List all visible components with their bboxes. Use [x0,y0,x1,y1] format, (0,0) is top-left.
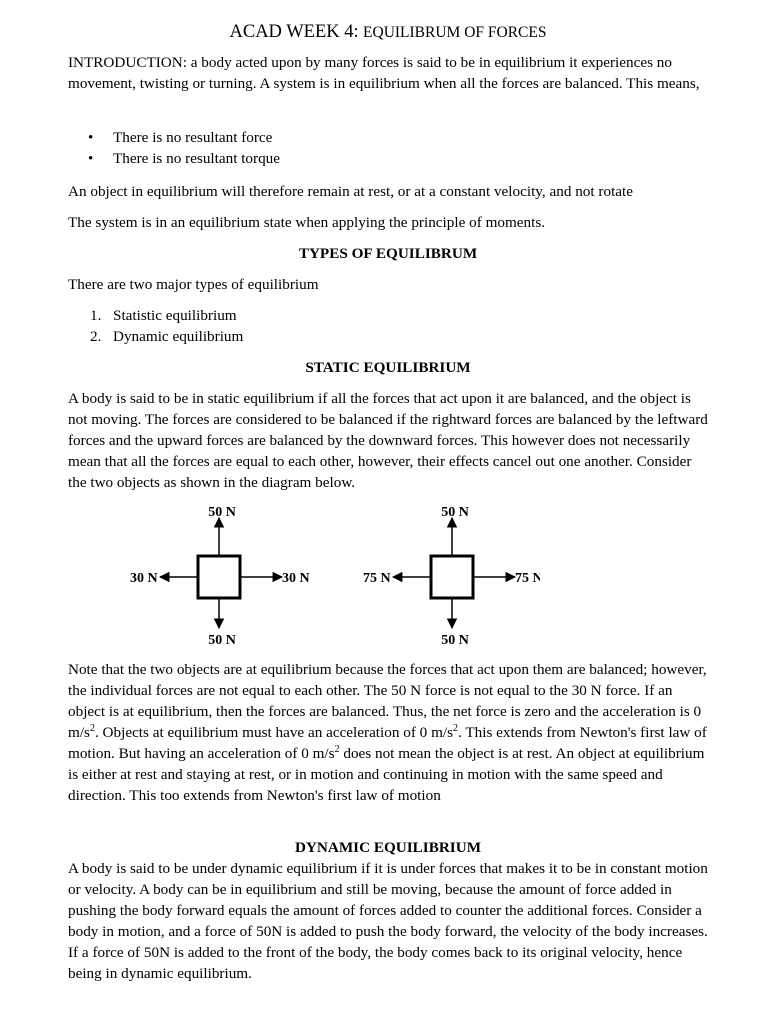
dynamic-heading: DYNAMIC EQUILIBRIUM [294,839,482,856]
note-part-4: does not mean the object is at rest. An object at equilibrium is either at rest and staying at rest, or in motion and continuing in motion with the same speed and direction. This too extends from Newton's first law of motion [68,745,705,804]
list-item: • There is no resultant torque [68,148,280,169]
types-heading: TYPES OF EQUILIBRUM [298,245,478,262]
note-part-1: Note that the two objects are at equilibrium because the forces that act upon them are balanced; however, the individual forces are not equal to each other. The 50 N force is not equal to the 30 N force. If an object is at equilibrium, then the forces are balanced. Thus, the net force is zero and the acceleration is 0 m/s [68,661,707,741]
list-item: • There is no resultant force [68,127,280,148]
label-left-2: 75 N [363,571,391,586]
label-left-1: 30 N [130,571,158,586]
dynamic-paragraph: A body is said to be under dynamic equilibrium if it is under forces that makes it to be in constant motion or velocity. A body can be in equilibrium and still be moving, because the amount of force added in pushing the body forward equals the amount of forces added to counter the additional forces. Consider a body in motion, and a force of 50N is added to push the body forward, the velocity of the body increases. If a force of 50N is added to the front of the body, the body comes back to its original velocity, hence being in dynamic equilibrium. [68,860,708,982]
note-part-3: . This extends from Newton's first law of motion. But having an acceleration of 0 m/s [68,724,707,762]
list-item [68,305,243,326]
object-box-1 [198,556,240,598]
types-list [68,305,243,347]
rest-paragraph: An object in equilibrium will therefore remain at rest, or at a constant velocity, and not rotate [68,183,633,200]
list-text: Dynamic equilibrium [113,328,244,345]
force-diagram [100,500,540,660]
static-paragraph: A body is said to be in static equilibrium if all the forces that act upon it are balanced, and the object is not moving. The forces are considered to be balanced if the rightward forces are balanced by the leftward forces and the upward forces are balanced by the downward forces. This however does not necessarily mean that all the forces are equal to each other, however, their effects cancel out one another. Consider the two objects as shown in the diagram below. [68,390,708,491]
list-text: Statistic equilibrium [113,307,237,324]
superscript: 2 [453,722,459,734]
list-item [68,326,243,347]
types-intro: There are two major types of equilibrium [68,276,319,293]
bullet-list [68,127,280,169]
object-box-2 [431,556,473,598]
label-right-2: 75 N [515,571,540,586]
title-main: ACAD WEEK 4: [229,22,359,42]
list-number: 2. [90,328,102,345]
label-up-2: 50 N [441,505,469,520]
list-number: 1. [90,307,102,324]
superscript: 2 [334,743,340,755]
superscript: 2 [89,722,95,734]
page-title [68,20,708,44]
note-part-2: . Objects at equilibrium must have an acceleration of 0 m/s [94,724,454,741]
label-down-2: 50 N [441,633,469,648]
note-paragraph [68,659,708,806]
static-heading: STATIC EQUILIBRIUM [305,359,471,376]
moments-paragraph: The system is in an equilibrium state when applying the principle of moments. [68,214,546,231]
label-down-1: 50 N [208,633,236,648]
title-sub: EQUILIBRUM OF FORCES [363,24,547,41]
label-up-1: 50 N [208,505,236,520]
intro-paragraph: INTRODUCTION: a body acted upon by many forces is said to be in equilibrium it experiences no movement, twisting or turning. A system is in equilibrium when all the forces are balanced. This means, [68,54,700,92]
label-right-1: 30 N [282,571,310,586]
